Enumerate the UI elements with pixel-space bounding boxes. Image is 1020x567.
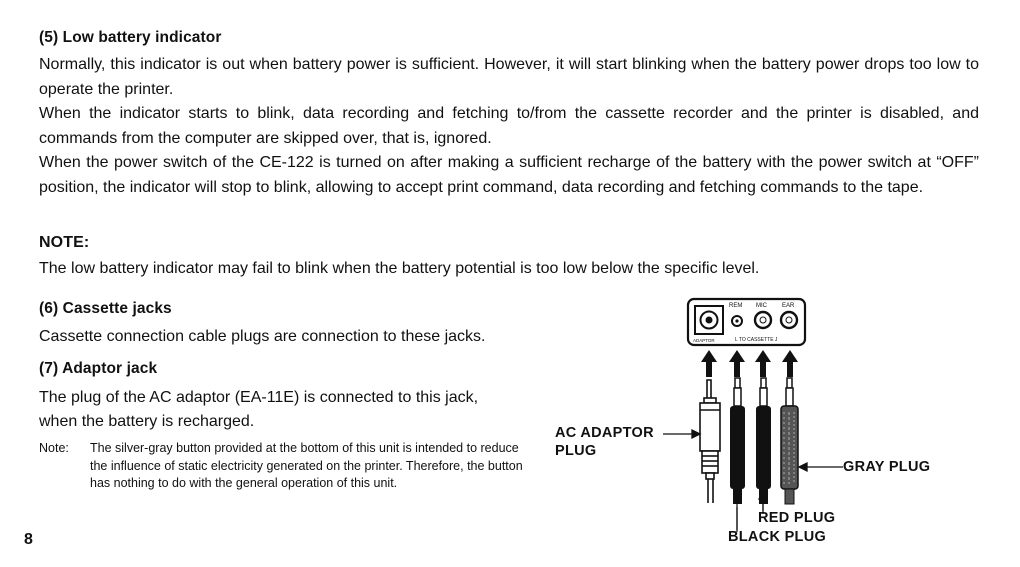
- ac-adaptor-label-line-2: PLUG: [555, 443, 597, 459]
- section-6-heading: (6) Cassette jacks: [39, 300, 172, 317]
- section-5-paragraph-2: When the indicator starts to blink, data recording and fetching to/from the cassette recorder and the printer is disabled, and commands from the computer are skipped over, that is, ignored.: [39, 105, 979, 147]
- section-7-heading: (7) Adaptor jack: [39, 360, 158, 377]
- small-note-text: The silver-gray button provided at the bottom of this unit is intended to reduce the influence of static electricity generated on the printer. Therefore, the button has nothing to do with the general operation of this unit.: [90, 441, 523, 490]
- arrow-mic: [755, 350, 771, 377]
- section-5-paragraph-3: When the power switch of the CE-122 is turned on after making a sufficient recharge of the battery with the power switch at “OFF” position, the indicator will stop to blink, allowing to accept print command, data recording and fetching commands to the tape.: [39, 154, 979, 196]
- insertion-arrows: [701, 350, 798, 377]
- arrow-rem: [729, 350, 745, 377]
- gray-plug: [781, 378, 798, 504]
- arrow-ear: [782, 350, 798, 377]
- section-5-paragraph-1: Normally, this indicator is out when battery power is sufficient. However, it will start blinking when the battery power drops too low to operate the printer.: [39, 56, 979, 98]
- jack-panel: [688, 299, 805, 345]
- page-number: 8: [24, 531, 33, 548]
- arrow-adaptor: [701, 350, 717, 377]
- ac-adaptor-plug: [700, 380, 720, 503]
- mic-label: MIC: [756, 303, 767, 309]
- rem-label: REM: [729, 303, 743, 309]
- to-cassette-label: L TO CASSETTE J: [735, 337, 778, 343]
- red-plug-label: RED PLUG: [758, 510, 836, 526]
- section-5-heading: (5) Low battery indicator: [39, 29, 222, 46]
- section-7-line-1: The plug of the AC adaptor (EA-11E) is connected to this jack,: [39, 389, 479, 406]
- note-heading: NOTE:: [39, 234, 90, 251]
- ac-adaptor-label-line-1: AC ADAPTOR: [555, 425, 654, 441]
- gray-plug-label: GRAY PLUG: [843, 459, 931, 475]
- section-7-line-2: when the battery is recharged.: [39, 413, 255, 430]
- section-6-text: Cassette connection cable plugs are connection to these jacks.: [39, 328, 486, 345]
- note-text: The low battery indicator may fail to blink when the battery potential is too low below the specific level.: [39, 260, 760, 277]
- adaptor-label: ADAPTOR: [693, 338, 715, 343]
- small-note-label: Note:: [39, 441, 69, 455]
- black-plug-label: BLACK PLUG: [728, 529, 827, 545]
- ear-label: EAR: [782, 303, 795, 309]
